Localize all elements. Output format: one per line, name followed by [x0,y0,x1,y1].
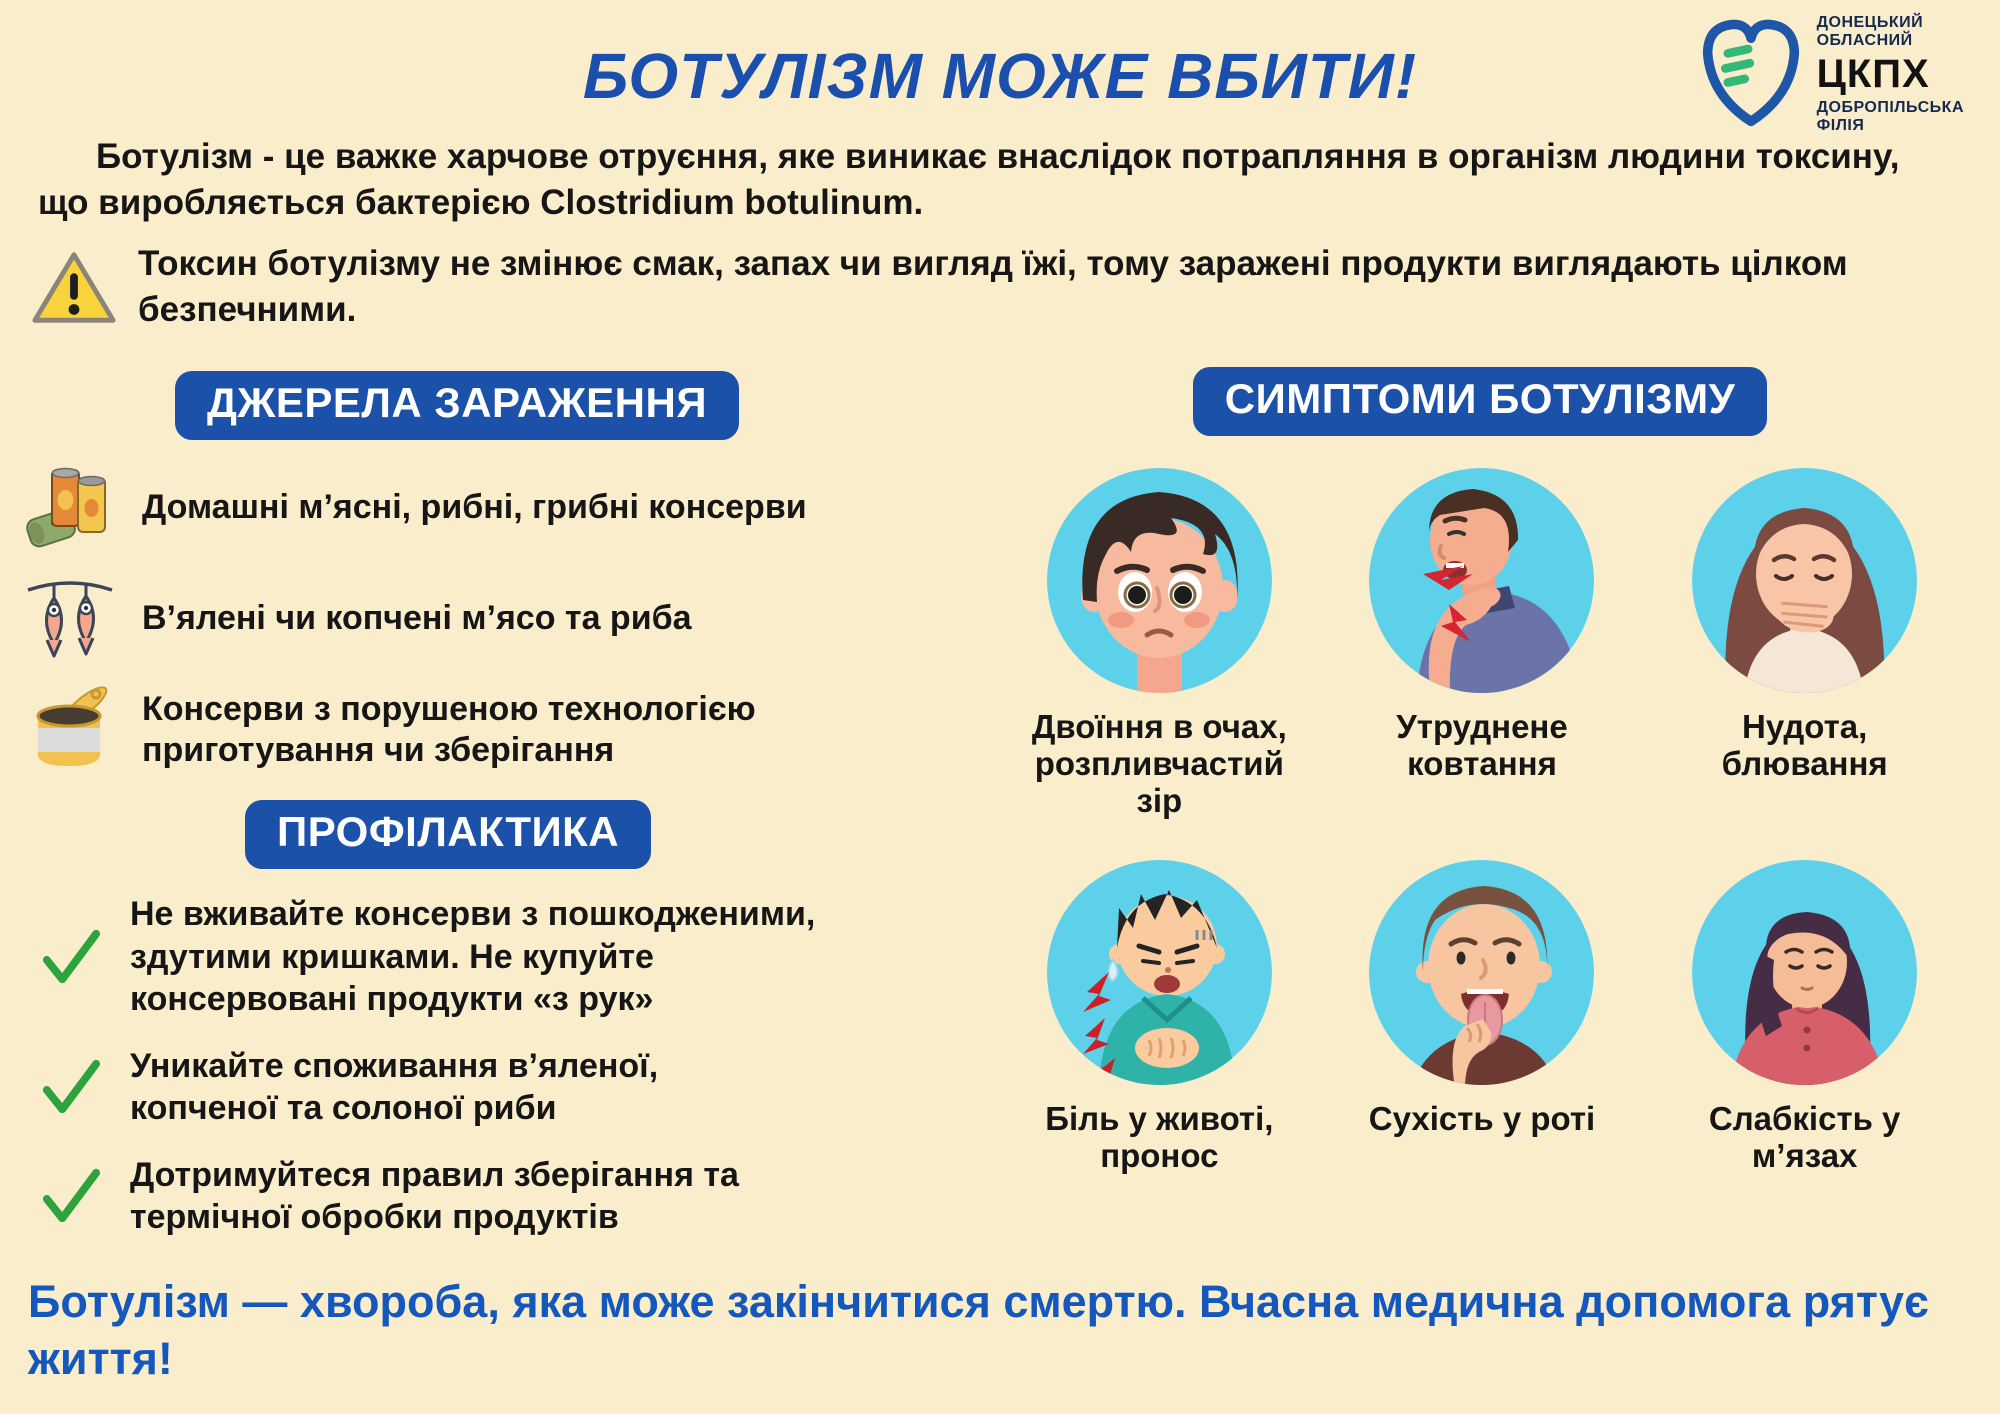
prevention-list [20,893,980,1239]
prevention-item-text: Дотримуйтеся правил зберігання та термічної обробки продуктів [130,1155,739,1237]
symptom-caption: Біль у животі, пронос [1045,1100,1274,1175]
symptom-caption: Слабкість у м’язах [1708,1100,1901,1175]
canned-food-icon [20,464,120,550]
page-title: БОТУЛІЗМ МОЖЕ ВБИТИ! [582,40,1418,112]
intro-paragraph: Ботулізм - це важке харчове отруєння, яке виникає внаслідок потрапляння в організм людини токсину, що виробляється бактерією Clostridium botulinum. [38,137,1900,222]
checkmark-icon [38,1165,104,1227]
double-vision-illustration [1047,468,1272,693]
prevention-header: ПРОФІЛАКТИКА [245,800,651,869]
symptom-caption: Утруднене ковтання [1396,708,1568,783]
logo-acronym: ЦКПХ [1816,52,1930,97]
logo-line: ОБЛАСНИЙ [1816,32,1913,50]
symptom-caption: Нудота, блювання [1721,708,1888,783]
logo-line: ФІЛІЯ [1816,116,1865,134]
logo-line: ДОБРОПІЛЬСЬКА [1816,98,1964,116]
checkmark-icon [38,1056,104,1118]
abdominal-pain-illustration [1047,860,1272,1085]
warning-text: Токсин ботулізму не змінює смак, запах чи вигляд їжі, тому заражені продукти виглядають цілком безпечними. [138,244,1848,330]
org-logo-text [1817,14,1964,134]
symptoms-header: СИМПТОМИ БОТУЛІЗМУ [1193,367,1767,436]
list-item [20,686,980,774]
symptom-caption: Двоїння в очах, розпливчастий зір [1031,708,1287,820]
logo-shield-icon [1699,14,1803,135]
list-item [38,893,980,1021]
source-item-text: Домашні м’ясні, рибні, грибні консерви [142,487,807,526]
symptom-card [998,860,1321,1175]
symptom-card [1321,860,1644,1175]
list-item [20,464,980,550]
symptom-card [998,468,1321,820]
symptom-card [1643,860,1966,1175]
list-item [38,1045,980,1130]
open-can-icon [20,686,120,774]
difficulty-swallowing-illustration [1369,468,1594,693]
sources-and-prevention-column [0,367,980,1239]
dried-fish-icon [20,574,120,662]
nausea-vomiting-illustration [1692,468,1917,693]
symptom-card [1321,468,1644,820]
warning-note [30,241,1960,333]
checkmark-icon [38,926,104,988]
dry-mouth-illustration [1369,860,1594,1085]
source-item-text: Консерви з порушеною технологією приготування чи зберігання [142,689,756,770]
logo-line: ДОНЕЦЬКИЙ [1816,14,1924,32]
org-logo [1699,14,1964,135]
list-item [38,1154,980,1239]
warning-triangle-icon [30,247,118,332]
symptoms-grid [980,436,1980,1175]
sources-list [20,464,980,774]
symptom-card [1643,468,1966,820]
prevention-item-text: Уникайте споживання в’яленої, копченої та солоної риби [130,1046,659,1128]
sources-header: ДЖЕРЕЛА ЗАРАЖЕННЯ [175,371,739,440]
list-item [20,574,980,662]
footer-message: Ботулізм — хвороба, яка може закінчитися смертю. Вчасна медична допомога рятує життя! [28,1275,1929,1385]
symptom-caption: Сухість у роті [1368,1100,1596,1138]
symptoms-column [980,367,1980,1239]
source-item-text: В’ялені чи копчені м’ясо та риба [142,598,692,637]
muscle-weakness-illustration [1692,860,1917,1085]
main-content [0,367,2000,1239]
prevention-item-text: Не вживайте консерви з пошкодженими, здутими кришками. Не купуйте консервовані продукти «з рук» [130,895,816,1019]
